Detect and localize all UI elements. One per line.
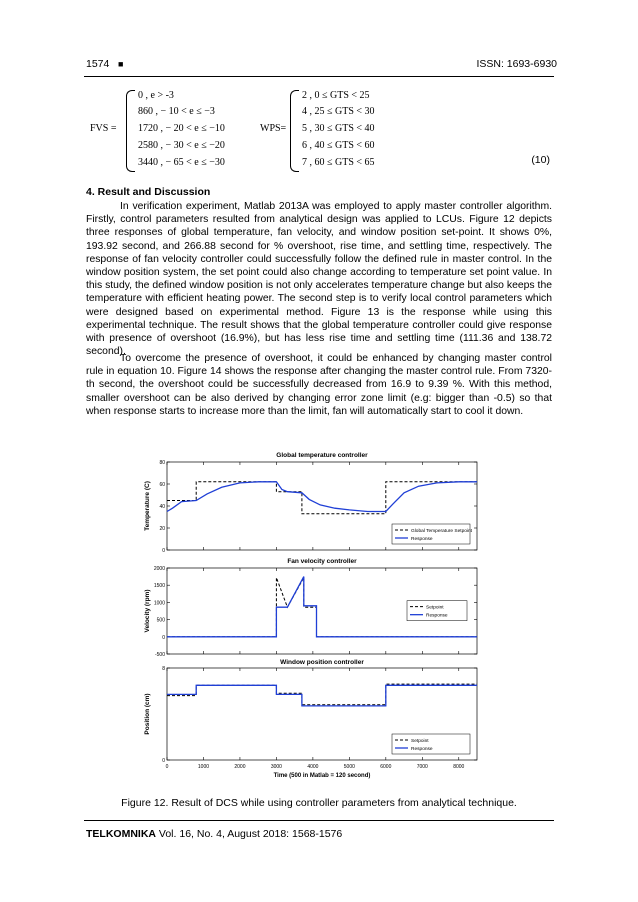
legend-label: Setpoint — [426, 605, 444, 611]
y-tick-label: 20 — [159, 526, 165, 532]
y-tick-label: 1000 — [153, 600, 165, 607]
fvs-row: 0 , e > -3 — [138, 90, 174, 101]
fvs-label: FVS = — [90, 123, 117, 134]
x-tick-label: 3000 — [270, 764, 282, 770]
paragraph: To overcome the presence of overshoot, it could be enhanced by changing master control rule in equation 10. Figure 14 shows the response after changing the master control rule. From 7320-th second, the overshoot could be successfully decreased from 16.9 to 9.39 %. With this method, smaller overshoot can be also derived by changing error zone limit (e.g: bigger than -0.5) so that when response starts to increase more than the limit, fan will automatically start to cool it down. — [86, 353, 552, 417]
y-tick-label: 40 — [159, 504, 165, 510]
footer-rule — [84, 820, 554, 821]
y-tick-label: 1500 — [153, 583, 165, 590]
x-tick-label: 0 — [165, 764, 169, 770]
y-tick-label: 8 — [162, 666, 165, 672]
chart-title: Window position controller — [280, 659, 364, 666]
x-tick-label: 7000 — [416, 764, 428, 770]
paragraph: In verification experiment, Matlab 2013A was employed to apply master controller algorithm. Firstly, control parameters resulted from analytical design was applied to LCUs. Figure 12 depicts three responses of global temperature, fan velocity, and window position set-point. It shows 0%, 193.92 second, and 266.88 second for % overshoot, rise time, and settling time, respectively. The response of fan velocity controller could successfully follow the defined rule in master control. In the window position system, the set point could also change according to temperature set point value. In this study, the defined window position is not only accelerates temperature change but also keeps the temperature with efficient heating power. The second step is to verify local control parameters which were designed based on experimental method. Figure 13 is the response while using this experimental technique. The result shows that the global temperature controller could give response with presence of overshoot (16.9%), but has less rise time and settling time (111.36 and 138.72 second). — [86, 201, 552, 358]
setpoint-line — [167, 684, 477, 705]
section-heading: 4. Result and Discussion — [86, 186, 211, 198]
footer — [86, 828, 342, 840]
legend-label: Setpoint — [411, 739, 429, 744]
legend-label: Global Temperature Setpoint — [411, 529, 472, 534]
fvs-brace — [126, 90, 135, 172]
y-tick-label: 60 — [159, 482, 165, 488]
y-tick-label: 500 — [156, 617, 165, 624]
equation-10 — [90, 86, 550, 172]
x-tick-label: 2000 — [234, 764, 246, 770]
wps-row: 5 , 30 ≤ GTS < 40 — [302, 123, 375, 134]
figure-caption: Figure 12. Result of DCS while using controller parameters from analytical technique. — [121, 797, 517, 809]
journal-name: TELKOMNIKA — [86, 828, 156, 840]
header-rule — [84, 76, 554, 77]
legend-label: Response — [411, 537, 433, 542]
y-tick-label: 80 — [159, 460, 165, 466]
fvs-row: 1720 , − 20 < e ≤ −10 — [138, 123, 225, 134]
y-tick-label: 0 — [162, 548, 165, 554]
y-axis-label: Velocity (rpm) — [144, 589, 151, 633]
fvs-row: 3440 , − 65 < e ≤ −30 — [138, 157, 225, 168]
y-tick-label: 0 — [162, 634, 165, 641]
figure-12-plots — [140, 448, 500, 788]
wps-row: 4 , 25 ≤ GTS < 30 — [302, 106, 375, 117]
legend-label: Response — [411, 747, 433, 752]
page-number: 1574 — [86, 58, 110, 70]
wps-row: 2 , 0 ≤ GTS < 25 — [302, 90, 370, 101]
y-tick-label: 0 — [162, 758, 165, 764]
chart-title: Global temperature controller — [276, 452, 368, 459]
issn: ISSN: 1693-6930 — [476, 58, 557, 70]
x-tick-label: 4000 — [307, 764, 319, 770]
y-axis-label: Position (cm) — [144, 693, 151, 735]
wps-label: WPS= — [260, 123, 287, 134]
wps-row: 7 , 60 ≤ GTS < 65 — [302, 157, 375, 168]
y-axis-label: Temperature (C) — [144, 481, 151, 531]
wps-row: 6 , 40 ≤ GTS < 60 — [302, 140, 375, 151]
journal-details: Vol. 16, No. 4, August 2018: 1568-1576 — [158, 828, 343, 840]
x-axis-label: Time (500 in Matlab = 120 second) — [273, 773, 371, 779]
setpoint-line — [167, 482, 477, 514]
figure-12 — [140, 448, 500, 788]
legend-label: Response — [426, 613, 448, 619]
y-tick-label: -500 — [154, 652, 165, 658]
chart-title: Fan velocity controller — [287, 558, 357, 565]
wps-brace — [290, 90, 299, 172]
equation-number: (10) — [531, 154, 550, 166]
fvs-row: 860 , − 10 < e ≤ −3 — [138, 106, 215, 117]
x-tick-label: 5000 — [343, 764, 355, 770]
y-tick-label: 2000 — [153, 566, 165, 572]
x-tick-label: 1000 — [197, 764, 210, 770]
response-line — [167, 482, 477, 512]
response-line — [167, 685, 477, 706]
fvs-row: 2580 , − 30 < e ≤ −20 — [138, 140, 225, 151]
x-tick-label: 8000 — [453, 764, 465, 770]
header-square-glyph: ■ — [118, 59, 124, 69]
x-tick-label: 6000 — [380, 764, 392, 770]
